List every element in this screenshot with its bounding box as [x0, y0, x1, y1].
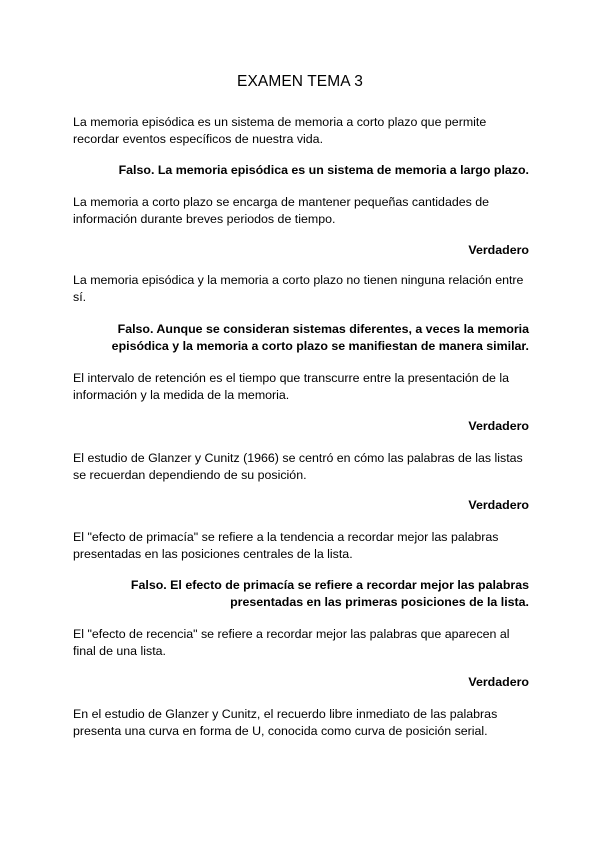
question-8: En el estudio de Glanzer y Cunitz, el recuerdo libre inmediato de las palabras presenta una curva en forma de U, conocida como curva de posición serial.	[73, 707, 498, 738]
answer-6: Falso. El efecto de primacía se refiere a recordar mejor las palabras presentadas en las primeras posiciones de la lista.	[130, 578, 529, 609]
question-2: La memoria a corto plazo se encarga de mantener pequeñas cantidades de información durante breves periodos de tiempo.	[73, 195, 490, 226]
answer-4: Verdadero	[468, 419, 529, 433]
answer-3: Falso. Aunque se consideran sistemas diferentes, a veces la memoria episódica y la memoria a corto plazo se manifiestan de manera similar.	[111, 322, 529, 353]
question-5: El estudio de Glanzer y Cunitz (1966) se centró en cómo las palabras de las listas se recuerdan dependiendo de su posición.	[73, 451, 523, 482]
question-6: El "efecto de primacía" se refiere a la tendencia a recordar mejor las palabras presentadas en las posiciones centrales de la lista.	[73, 530, 499, 561]
document-title: EXAMEN TEMA 3	[237, 73, 363, 90]
question-4: El intervalo de retención es el tiempo que transcurre entre la presentación de la información y la medida de la memoria.	[73, 371, 509, 402]
answer-7: Verdadero	[468, 675, 529, 689]
question-3: La memoria episódica y la memoria a corto plazo no tienen ninguna relación entre sí.	[73, 273, 524, 304]
answer-5: Verdadero	[468, 498, 529, 512]
answer-2: Verdadero	[468, 243, 529, 257]
question-7: El "efecto de recencia" se refiere a recordar mejor las palabras que aparecen al final de una lista.	[73, 627, 510, 658]
answer-1: Falso. La memoria episódica es un sistema de memoria a largo plazo.	[118, 163, 529, 177]
question-1: La memoria episódica es un sistema de memoria a corto plazo que permite recordar eventos específicos de nuestra vida.	[73, 115, 487, 146]
